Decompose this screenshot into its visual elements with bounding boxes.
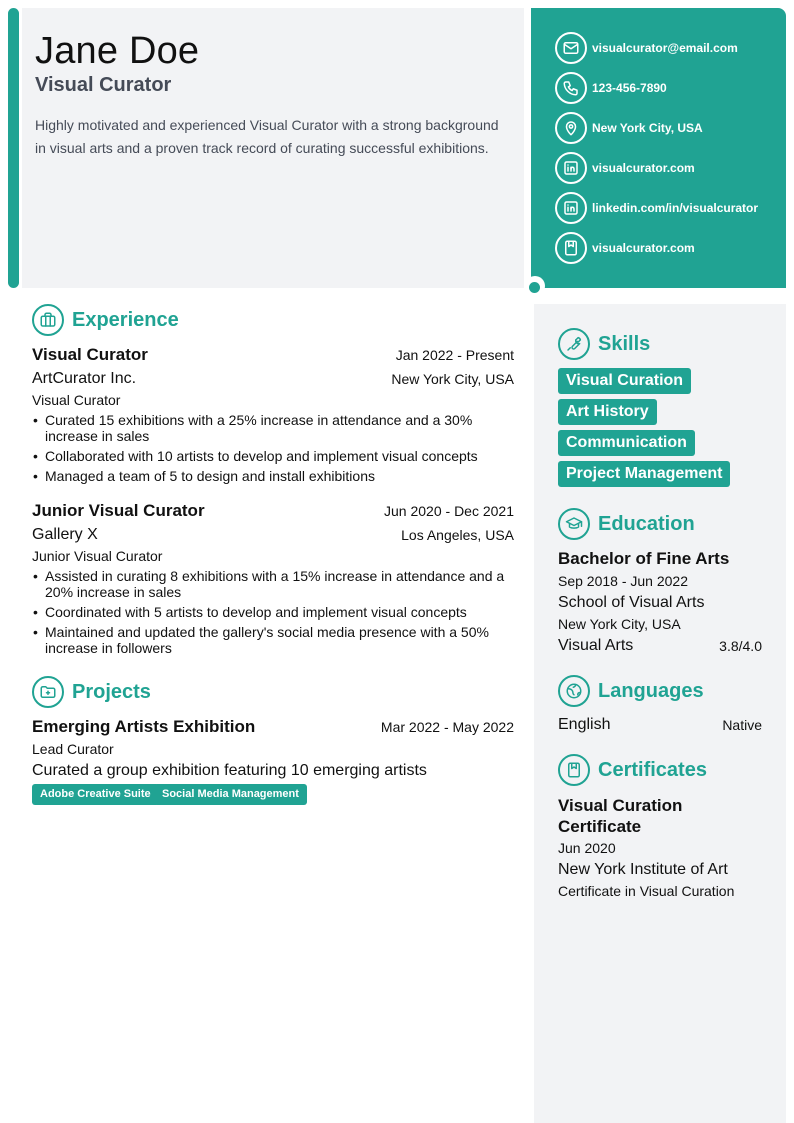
- sidebar-panel: [534, 304, 786, 1123]
- skills-heading: [558, 328, 650, 360]
- summary-text: Highly motivated and experienced Visual Curator with a strong background in visual arts and a proven track record of curating successful exhibitions.: [35, 117, 499, 156]
- contact-website[interactable]: [555, 152, 695, 184]
- education-field: Visual Arts: [558, 637, 634, 654]
- certificates-title: Certificates: [598, 758, 707, 781]
- languages-title: Languages: [598, 679, 704, 702]
- education-title: Education: [598, 512, 695, 535]
- project-title: Emerging Artists Exhibition: [32, 717, 256, 736]
- certificate-icon: [558, 754, 590, 786]
- education-school: School of Visual Arts: [558, 594, 705, 611]
- accent-bar: [8, 8, 19, 288]
- skills-title: Skills: [598, 332, 651, 355]
- certificate-issuer: New York Institute of Art: [558, 861, 728, 878]
- header-panel: [22, 8, 524, 288]
- location-pin-icon: [555, 112, 587, 144]
- job-company: ArtCurator Inc.: [32, 370, 137, 387]
- contact-portfolio[interactable]: [555, 232, 695, 264]
- experience-title: Experience: [72, 308, 179, 331]
- contact-portfolio-text: visualcurator.com: [592, 241, 695, 255]
- job-location: New York City, USA: [391, 371, 514, 387]
- job-role: Junior Visual Curator: [32, 548, 163, 564]
- bullet-item: • Managed a team of 5 to design and install exhibitions: [32, 468, 514, 484]
- projects-title: Projects: [72, 680, 151, 703]
- email-icon: [555, 32, 587, 64]
- graduation-cap-icon: [558, 508, 590, 540]
- language-name: English: [558, 716, 611, 733]
- education-degree: Bachelor of Fine Arts: [558, 549, 730, 568]
- certificate-description: Certificate in Visual Curation: [558, 883, 735, 899]
- job-dates: Jun 2020 - Dec 2021: [384, 503, 514, 519]
- phone-icon: [555, 72, 587, 104]
- job-title: Visual Curator: [32, 345, 148, 364]
- job-company: Gallery X: [32, 526, 98, 543]
- bullet-item: • Maintained and updated the gallery's social media presence with a 50% increase in followers: [32, 624, 514, 656]
- contact-email-text: visualcurator@email.com: [592, 41, 738, 55]
- project-dates: Mar 2022 - May 2022: [380, 719, 514, 735]
- contact-location-text: New York City, USA: [592, 121, 703, 135]
- languages-heading: [558, 675, 704, 707]
- project-description: Curated a group exhibition featuring 10 emerging artists: [32, 762, 427, 779]
- certificate-date: Jun 2020: [558, 840, 616, 856]
- projects-heading: [32, 676, 151, 708]
- contact-phone-text: 123-456-7890: [592, 81, 667, 95]
- certificate-name: Visual Curation Certificate: [558, 796, 683, 836]
- job-bullets: [32, 412, 514, 488]
- contact-panel: [531, 8, 786, 288]
- project-role: Lead Curator: [32, 741, 114, 757]
- education-location: New York City, USA: [558, 616, 681, 632]
- job-title: Junior Visual Curator: [32, 501, 205, 520]
- job-bullets: [32, 568, 514, 660]
- skill-tag: Communication: [558, 430, 695, 456]
- education-gpa: 3.8/4.0: [719, 638, 762, 654]
- education-dates: Sep 2018 - Jun 2022: [558, 573, 688, 589]
- contact-email[interactable]: [555, 32, 738, 64]
- job-location: Los Angeles, USA: [401, 527, 514, 543]
- experience-heading: [32, 304, 179, 336]
- globe-icon: [558, 675, 590, 707]
- candidate-name: Jane Doe: [35, 30, 200, 72]
- folder-icon: [32, 676, 64, 708]
- job-role: Visual Curator: [32, 392, 121, 408]
- project-tag: Social Media Management: [154, 784, 307, 805]
- candidate-title: Visual Curator: [35, 74, 172, 96]
- bullet-item: • Assisted in curating 8 exhibitions with a 15% increase in attendance and a 20% increase in sales: [32, 568, 514, 600]
- portfolio-icon: [555, 232, 587, 264]
- linkedin-icon: [555, 192, 587, 224]
- contact-website-text: visualcurator.com: [592, 161, 695, 175]
- job-dates: Jan 2022 - Present: [395, 347, 514, 363]
- contact-linkedin[interactable]: [555, 192, 758, 224]
- wrench-icon: [558, 328, 590, 360]
- skill-tag: Visual Curation: [558, 368, 691, 394]
- bullet-item: • Collaborated with 10 artists to develop and implement visual concepts: [32, 448, 514, 464]
- certificates-heading: [558, 754, 707, 786]
- bullet-item: • Coordinated with 5 artists to develop and implement visual concepts: [32, 604, 514, 620]
- contact-linkedin-text: linkedin.com/in/visualcurator: [592, 201, 759, 215]
- linkedin-icon: [555, 152, 587, 184]
- contact-location: [555, 112, 703, 144]
- skill-tag: Project Management: [558, 461, 730, 487]
- project-tag: Adobe Creative Suite: [32, 784, 159, 805]
- briefcase-icon: [32, 304, 64, 336]
- contact-phone[interactable]: [555, 72, 667, 104]
- education-heading: [558, 508, 695, 540]
- header-notch-dot: [529, 282, 540, 293]
- language-level: Native: [722, 717, 762, 733]
- skill-tag: Art History: [558, 399, 657, 425]
- bullet-item: • Curated 15 exhibitions with a 25% increase in attendance and a 30% increase in sales: [32, 412, 514, 444]
